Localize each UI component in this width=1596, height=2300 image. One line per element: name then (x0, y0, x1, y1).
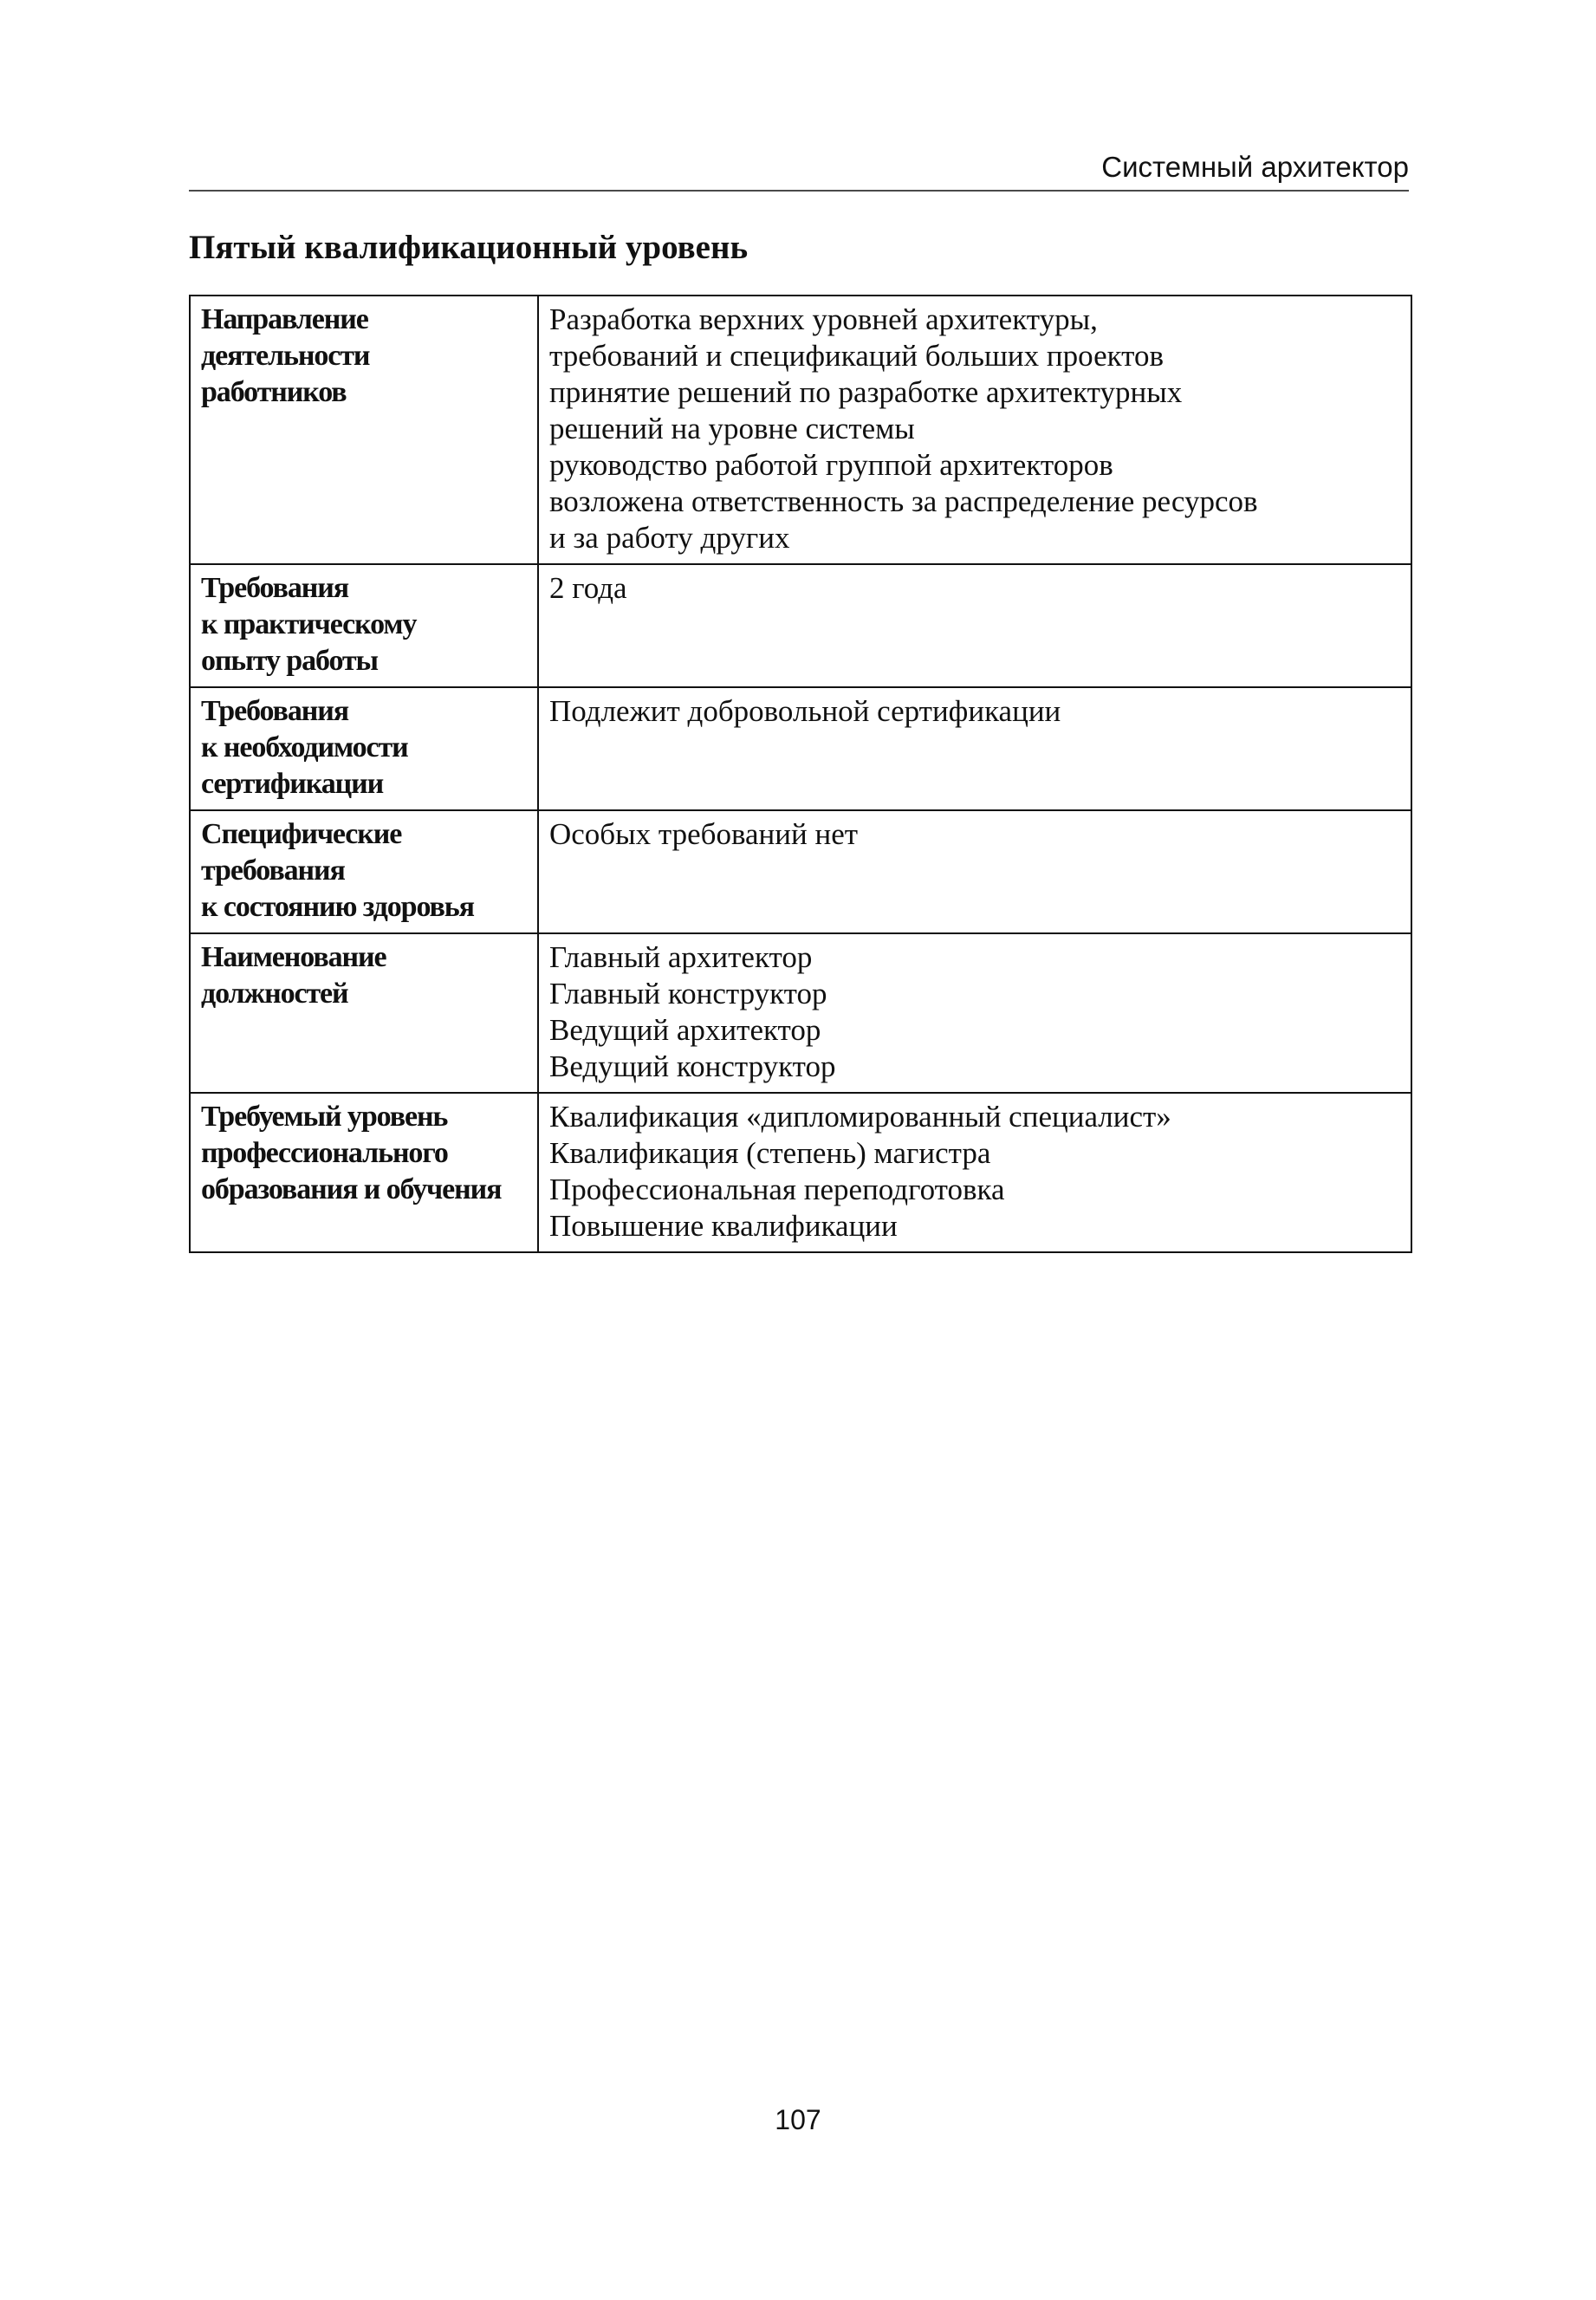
label-line: деятельности (201, 340, 370, 372)
table-row (190, 810, 1411, 933)
label-line: Специфические (201, 818, 402, 850)
header-rule (189, 190, 1409, 192)
label-line: к состоянию здоровья (201, 891, 474, 923)
label-line: к необходимости (201, 731, 408, 763)
section-title: Пятый квалификационный уровень (189, 229, 749, 266)
value-line: Подлежит добровольной сертификации (549, 694, 1061, 728)
value-line: Главный конструктор (549, 977, 827, 1010)
value-line: Повышение квалификации (549, 1209, 898, 1243)
row-value-certification (538, 687, 1411, 810)
row-value-positions (538, 933, 1411, 1093)
value-line: Ведущий архитектор (549, 1013, 821, 1047)
value-line: Профессиональная переподготовка (549, 1173, 1005, 1206)
label-line: должностей (201, 978, 348, 1010)
label-line: требования (201, 854, 345, 887)
row-label-experience (190, 564, 538, 687)
value-line: требований и спецификаций больших проектов (549, 339, 1165, 373)
row-value-education (538, 1093, 1411, 1252)
value-line: Ведущий конструктор (549, 1049, 836, 1083)
label-line: образования и обучения (201, 1173, 502, 1205)
label-line: Требования (201, 695, 349, 727)
label-line: профессионального (201, 1137, 448, 1169)
label-line: работников (201, 376, 347, 408)
row-value-health (538, 810, 1411, 933)
table-row (190, 687, 1411, 810)
label-line: Требования (201, 572, 349, 604)
qualification-table (189, 295, 1412, 1253)
row-value-experience (538, 564, 1411, 687)
value-line: и за работу других (549, 521, 790, 555)
row-label-activity (190, 296, 538, 564)
label-line: Требуемый уровень (201, 1101, 448, 1133)
table-row (190, 933, 1411, 1093)
value-line: принятие решений по разработке архитектурных (549, 375, 1183, 409)
label-line: Наименование (201, 941, 386, 973)
value-line: Особых требований нет (549, 817, 859, 851)
table-row (190, 296, 1411, 564)
page-number: 107 (775, 2104, 821, 2135)
value-line: руководство работой группой архитекторов (549, 448, 1113, 482)
value-line: Главный архитектор (549, 940, 813, 974)
row-value-activity (538, 296, 1411, 564)
row-label-education (190, 1093, 538, 1252)
value-line: Квалификация «дипломированный специалист» (549, 1100, 1171, 1134)
value-line: Разработка верхних уровней архитектуры, (549, 302, 1098, 336)
label-line: опыту работы (201, 645, 378, 677)
label-line: к практическому (201, 608, 417, 640)
value-line: 2 года (549, 571, 627, 605)
value-line: возложена ответственность за распределение ресурсов (549, 484, 1258, 518)
running-head: Системный архитектор (1101, 151, 1409, 183)
value-line: решений на уровне системы (549, 412, 915, 445)
row-label-certification (190, 687, 538, 810)
value-line: Квалификация (степень) магистра (549, 1136, 991, 1170)
row-label-health (190, 810, 538, 933)
label-line: сертификации (201, 768, 384, 800)
label-line: Направление (201, 303, 368, 335)
table-row (190, 564, 1411, 687)
row-label-positions (190, 933, 538, 1093)
table-row (190, 1093, 1411, 1252)
